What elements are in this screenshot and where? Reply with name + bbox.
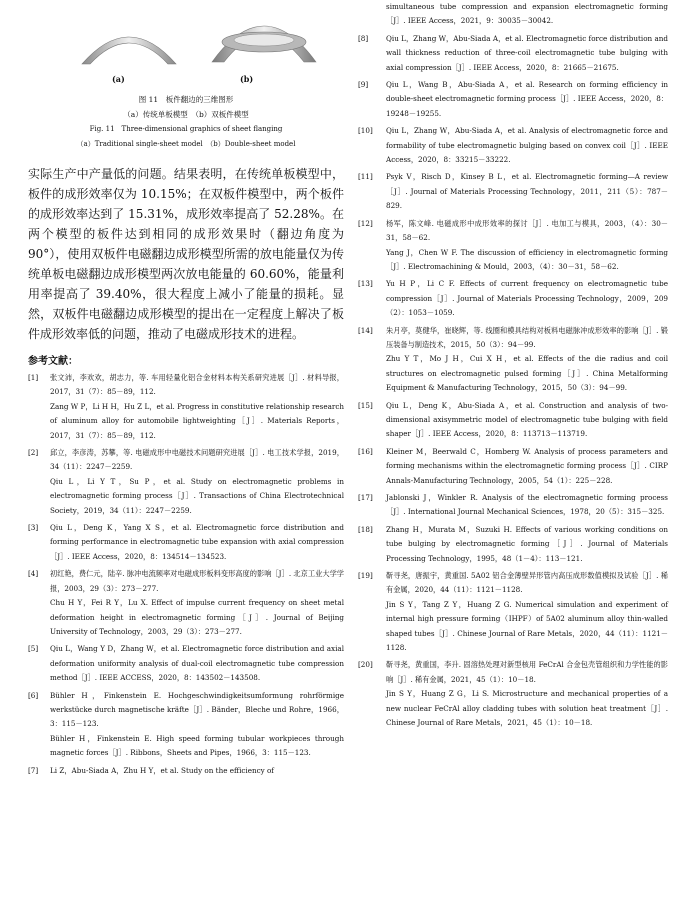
reference-text-en: Kleiner M，Beerwald C，Homberg W. Analysis of process parameters and forming mechanisms within the electromagnetic forming process［J］. CIRP Annals-Manufacturing Technology，2005，54（1）：225－228. bbox=[386, 446, 668, 485]
flange-model-a-image bbox=[74, 16, 184, 71]
reference-text-en: Jin S Y，Huang Z G，Li S. Microstructure and mechanical properties of a new nuclear FeCrAl alloy cladding tubes with solution heat treatment［J］. Chinese Journal of Rare Metals，2021，45（1）：10－18. bbox=[386, 689, 668, 728]
figure-label-a: (a) bbox=[112, 74, 125, 84]
reference-text-cn: 初红艳，费仁元，陆辛. 脉冲电流频率对电磁成形板料变形高度的影响［J］. 北京工业大学学报，2003，29（3）：273－277. bbox=[50, 569, 344, 593]
reference-text-en: Qiu L，Deng K，Yang X S，et al. Electromagnetic force distribution and forming performance in electromagnetic tube expansion with axial compression［J］. IEEE Access，2020，8：134514－134523. bbox=[50, 523, 344, 561]
caption-en: Fig. 11 Three-dimensional graphics of sheet flanging bbox=[89, 125, 283, 133]
reference-item bbox=[358, 523, 668, 566]
reference-item bbox=[28, 642, 344, 685]
reference-text-cn: 靳寻尧，黄重国，李升. 固溶热处理对新型核用 FeCrAl 合金包壳管组织和力学性能的影响［J］. 稀有金属，2021，45（1）：10－18. bbox=[386, 660, 668, 684]
reference-continuation bbox=[358, 0, 668, 29]
reference-text-en: Zhu Y T，Mo J H，Cui X H，et al. Effects of the die radius and coil structures on electromagnetic pulsed forming［J］. China Metalforming Equipment & Manufacturing Technology，2015，50（3）：94－99. bbox=[386, 354, 668, 393]
reference-number: [3] bbox=[28, 523, 39, 533]
reference-number: [10] bbox=[358, 126, 373, 136]
reference-text-en: Qiu L，Deng K，Abu-Siada A，et al. Construction and analysis of two-dimensional axisymmetric model of electromagnetic tube bulging with field shaper［J］. IEEE Access，2020，8：113713－113719. bbox=[386, 400, 668, 439]
reference-list-left bbox=[28, 371, 344, 778]
reference-number: [8] bbox=[358, 33, 369, 43]
reference-number: [12] bbox=[358, 218, 373, 228]
reference-item bbox=[358, 170, 668, 213]
figure-11 bbox=[28, 16, 344, 88]
reference-list-right bbox=[358, 32, 668, 731]
reference-text-en: Yang J，Chen W F. The discussion of efficiency in electromagnetic forming［J］. Electromachining & Mould，2003，（4）：30－31，58－62. bbox=[386, 247, 668, 271]
reference-text-cn: 靳寻尧，唐振宇，黄重国. 5A02 铝合金薄壁异形管内高压成形数值模拟及试验［J］. 稀有金属，2020，44（11）：1121－1128. bbox=[386, 571, 668, 595]
reference-text-en: Qiu L，Zhang W，Abu-Siada A，et al. Electromagnetic force distribution and wall thickness reduction of three-coil electromagnetic tube bulging with axial compression［J］. IEEE Access，2020，8：21665－21675. bbox=[386, 33, 668, 72]
reference-item bbox=[28, 689, 344, 761]
reference-number: [14] bbox=[358, 325, 373, 335]
reference-item bbox=[358, 124, 668, 167]
reference-number: [9] bbox=[358, 80, 369, 90]
subcaption-en: （a）Traditional single-sheet model （b）Double-sheet model bbox=[76, 140, 296, 148]
reference-text-en: Bühler H，Finkenstein E. Hochgeschwindigkeitsumformung rohrförmige werkstücke durch magnetische kräfte［J］. Bänder，Bleche und Rohre，1966，3：115－123. Bühler H，Finkenstein E. High speed forming tubular workpieces through magnetic forces［J］. Ribbons，Sheets and Pipes，1966，3：115－123. bbox=[50, 690, 344, 758]
reference-item bbox=[358, 569, 668, 655]
reference-item bbox=[358, 78, 668, 121]
reference-item bbox=[358, 491, 668, 520]
reference-item bbox=[358, 658, 668, 730]
reference-text-en: Chu H Y，Fei R Y，Lu X. Effect of impulse current frequency on sheet metal deformation height in electromagnetic forming［J］. Journal of Beijing University of Technology，2003，29（3）：273－277. bbox=[50, 598, 344, 636]
reference-number: [18] bbox=[358, 524, 373, 534]
reference-text-cn: 杨军，陈文峰. 电磁成形中成形效率的探讨［J］. 电加工与模具，2003，（4）：30－31，58－62. bbox=[386, 218, 668, 243]
reference-text-en: Qiu L，Wang Y D，Zhang W，et al. Electromagnetic force distribution and axial deformation uniformity analysis of dual-coil electromagnetic tube compression method［J］. IEEE ACCESS，2020，8：143502－143508. bbox=[50, 644, 344, 683]
reference-number: [7] bbox=[28, 765, 39, 775]
reference-number: [13] bbox=[358, 279, 373, 289]
reference-item bbox=[358, 217, 668, 275]
reference-number: [17] bbox=[358, 493, 373, 502]
reference-item bbox=[28, 567, 344, 639]
reference-item bbox=[28, 521, 344, 564]
reference-item bbox=[358, 277, 668, 320]
reference-text-en: Yu H P，Li C F. Effects of current frequency on electromagnetic tube compression［J］. Journal of Materials Processing Technology，2009，209（2）：1053－1059. bbox=[386, 279, 668, 318]
figure-captions bbox=[28, 92, 344, 152]
right-column bbox=[358, 0, 668, 731]
figure-label-b: (b) bbox=[240, 74, 254, 84]
reference-number: [16] bbox=[358, 446, 373, 456]
reference-text-cn: 邱立，李彦涛，苏攀，等. 电磁成形中电磁技术问题研究进展［J］. 电工技术学报，2019，34（11）：2247－2259. bbox=[50, 448, 344, 472]
reference-text-cn: 朱月亭，莫健华，崔晓辉，等. 线圈和模具结构对板料电磁脉冲成形效率的影响［J］. 锻压装备与制造技术，2015，50（3）：94－99. bbox=[386, 325, 668, 349]
reference-text-en: Qiu L，Zhang W，Abu-Siada A，et al. Analysis of electromagnetic force and formability of tube electromagnetic bulging based on convex coil［J］. IEEE Access，2020，8：33215－33222. bbox=[386, 126, 668, 165]
reference-number: [15] bbox=[358, 400, 373, 410]
reference-text-en: Li Z，Abu-Siada A，Zhu H Y，et al. Study on the efficiency of bbox=[50, 765, 274, 775]
reference-7-continued: simultaneous tube compression and expansion electromagnetic forming［J］. IEEE Access，2021，9：30035－30042. bbox=[386, 2, 668, 26]
left-column bbox=[28, 0, 344, 778]
reference-number: [20] bbox=[358, 660, 373, 670]
conclusion-paragraph: 实际生产中产量低的问题。结果表明，在传统单板模型中，板件的成形效率仅为 10.15%；在双板件模型中，两个板件的成形效率达到了 15.31%，成形效率提高了 52.28%。在两个模型的板件达到相同的成形效果时（翻边角度为 90°），使用双板件电磁翻边成形模型所需的放电能量仅为传统单板电磁翻边成形模型两次放电能量的 60.60%，能量利用率提高了 39.40%，很大程度上减小了能量的损耗。显然，双板件电磁翻边成形模型的提出在一定程度上解决了板件成形效率低的问题，推动了电磁成形技术的进程。 bbox=[28, 167, 344, 341]
reference-item bbox=[28, 446, 344, 518]
reference-number: [6] bbox=[28, 690, 39, 700]
reference-text-cn: 张文沛，李欢欢，胡志力，等. 车用轻量化铝合金材料本构关系研究进展［J］. 材料导报，2017，31（7）：85－89，112. bbox=[50, 373, 344, 397]
reference-number: [5] bbox=[28, 644, 39, 654]
reference-item bbox=[358, 324, 668, 396]
reference-text-en: Zhang H，Murata M，Suzuki H. Effects of various working conditions on tube bulging by electromagnetic forming［J］. Journal of Materials Processing Technology，1995，48（1－4）：113－121. bbox=[386, 524, 668, 563]
subcaption-cn: （a）传统单板模型 （b）双板件模型 bbox=[123, 110, 249, 119]
reference-number: [2] bbox=[28, 448, 39, 458]
reference-text-en: Jablonski J，Winkler R. Analysis of the electromagnetic forming process［J］. International Journal Mechanical Sciences，1978，20（5）：315－325. bbox=[386, 493, 668, 517]
reference-item bbox=[358, 445, 668, 488]
reference-number: [11] bbox=[358, 172, 373, 182]
reference-item bbox=[28, 764, 344, 778]
reference-number: [1] bbox=[28, 373, 39, 382]
reference-number: [4] bbox=[28, 569, 39, 579]
caption-cn: 图 11 板件翻边的三维图形 bbox=[138, 95, 234, 104]
reference-text-en: Jin S Y，Tang Z Y，Huang Z G. Numerical simulation and experiment of internal high pressure forming（IHPF）of 5A02 aluminum alloy thin-walled shaped tubes［J］. Chinese Journal of Rare Metals，2020，44（11）：1121－1128. bbox=[386, 599, 668, 653]
reference-text-en: Zang W P，Li H H，Hu Z L，et al. Progress in constitutive relationship research of aluminum alloy for automobile lightweighting［J］. Materials Reports，2017，31（7）：85－89，112. bbox=[50, 401, 344, 440]
reference-text-en: Psyk V，Risch D，Kinsey B L，et al. Electromagnetic forming—A review［J］. Journal of Materials Processing Technology，2011，211（5）：787－829. bbox=[386, 172, 668, 211]
reference-item bbox=[358, 32, 668, 75]
flange-model-b-image bbox=[204, 4, 324, 74]
reference-number: [19] bbox=[358, 571, 373, 581]
reference-item bbox=[358, 399, 668, 442]
reference-text-en: Qiu L，Li Y T，Su P，et al. Study on electromagnetic problems in electromagnetic forming process［J］. Transactions of China Electrotechnical Society，2019，34（11）：2247－2259. bbox=[50, 476, 344, 515]
references-heading: 参考文献： bbox=[28, 356, 78, 367]
reference-text-en: Qiu L，Wang B，Abu-Siada A，et al. Research on forming efficiency in double-sheet electromagnetic forming process［J］. IEEE Access，2020，8：19248－19255. bbox=[386, 80, 668, 118]
reference-item bbox=[28, 371, 344, 443]
